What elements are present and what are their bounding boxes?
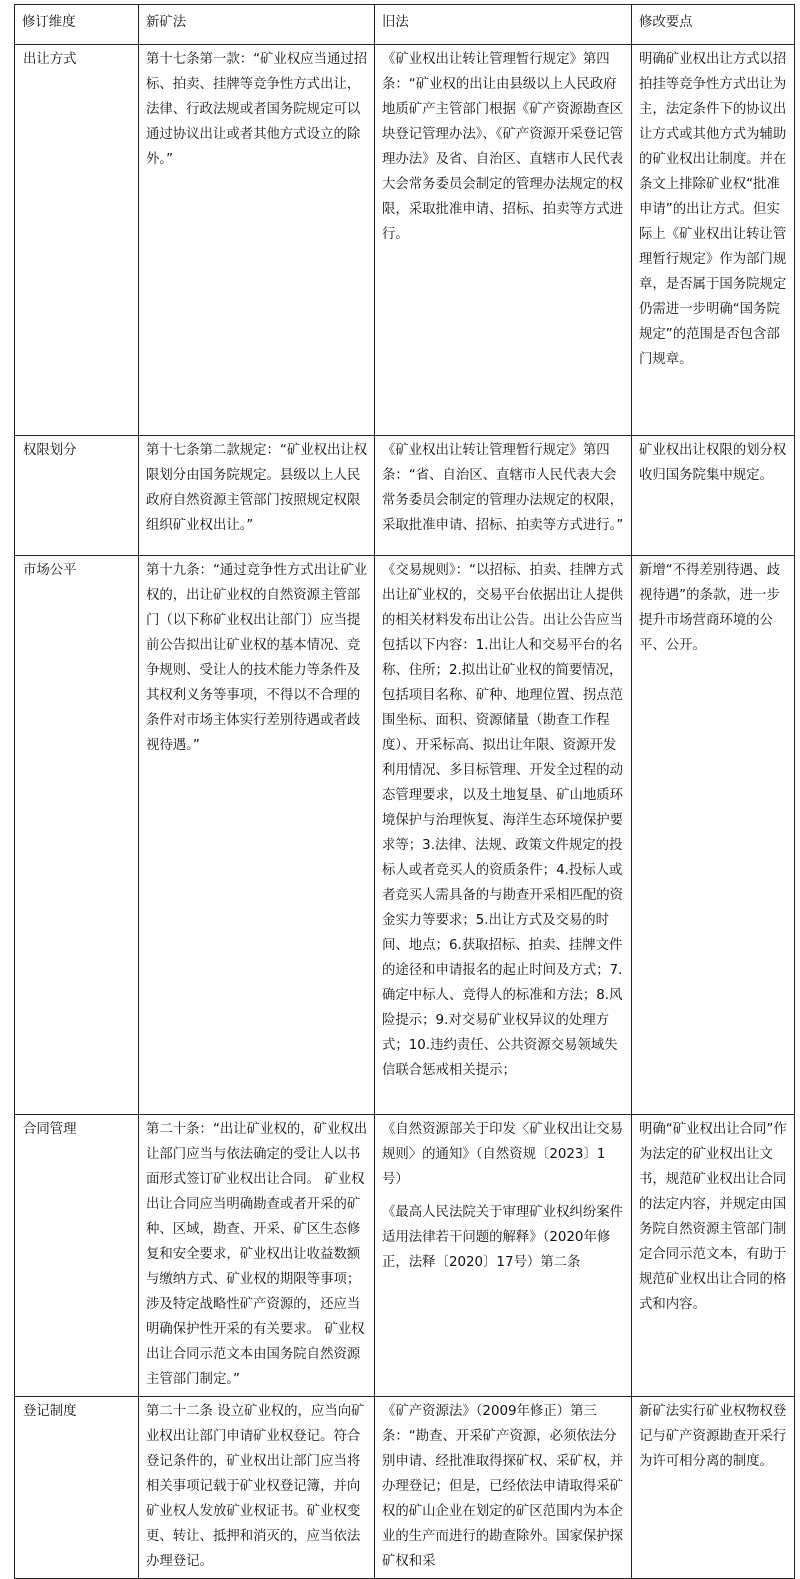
- key-points-cell: [632, 1115, 795, 1397]
- new-law-cell: [139, 436, 375, 556]
- cell-paragraph: 矿业权出让权限的划分权收归国务院集中规定。: [639, 443, 787, 483]
- cell-paragraph: 《交易规则》：“以招标、拍卖、挂牌方式出让矿业权的，交易平台依据出让人提供的相关材料发布出让公告。出让公告应当包括以下内容：1.出让人和交易平台的名称、住所；2.拟出让矿业权的简要情况，包括项目名称、矿种、地理位置、拐点范围坐标、面积、资源储量（勘查工作程度）、开采标高、拟出让年限、资源开发利用情况、多目标管理、开发全过程的动态管理要求，以及土地复垦、矿山地质环境保护与治理恢复、海洋生态环境保护要求等；3.法律、法规、政策文件规定的投标人或者竞买人的资质条件；4.投标人或者竞买人需具备的与勘查开采相匹配的资金实力等要求；5.出让方式及交易的时间、地点；6.获取招标、拍卖、挂牌文件的途径和申请报名的起止时间及方式；7.确定中标人、竞得人的标准和方法；8.风险提示；9.对交易矿业权异议的处理方式；10.违约责任、公共资源交易领域失信联合惩戒相关提示；: [382, 563, 624, 1078]
- table-row: [15, 556, 795, 1115]
- table-row: [15, 1115, 795, 1397]
- cell-paragraph: 《矿产资源法》（2009年修正）第三条：“勘查、开采矿产资源，必须依法分别申请、经批准取得探矿权、采矿权，并办理登记；但是，已经依法申请取得采矿权的矿山企业在划定的矿区范围内为本企业的生产而进行的勘查除外。国家保护探矿权和采: [382, 1404, 624, 1569]
- cell-paragraph: 新矿法实行矿业权物权登记与矿产资源勘查开采行为许可相分离的制度。: [639, 1404, 787, 1469]
- table-row: [15, 1397, 795, 1579]
- old-law-cell: [375, 556, 632, 1115]
- cell-paragraph: 第二十条：“出让矿业权的，矿业权出让部门应当与依法确定的受让人以书面形式签订矿业权出让合同。 矿业权出让合同应当明确勘查或者开采的矿种、区域，勘查、开采、矿区生态修复和安全要求，矿业权出让收益数额与缴纳方式、矿业权的期限等事项；涉及特定战略性矿产资源的，还应当明确保护性开采的有关要求。 矿业权出让合同示范文本由国务院自然资源主管部门制定。”: [146, 1122, 368, 1387]
- table-header-row: [15, 5, 795, 45]
- key-points-cell: [632, 556, 795, 1115]
- dimension-cell: 登记制度: [15, 1397, 139, 1579]
- new-law-cell: [139, 45, 375, 436]
- law-revision-table: [14, 4, 795, 1579]
- dimension-cell: 权限划分: [15, 436, 139, 556]
- new-law-cell: [139, 556, 375, 1115]
- table-row: [15, 436, 795, 556]
- cell-paragraph: 新增“不得差别待遇、歧视待遇”的条款，进一步提升市场营商环境的公平、公开。: [639, 563, 780, 653]
- key-points-cell: [632, 45, 795, 436]
- cell-paragraph: 第十七条第二款规定：“矿业权出让权限划分由国务院规定。县级以上人民政府自然资源主管部门按照规定权限组织矿业权出让。”: [146, 443, 368, 533]
- cell-paragraph: 《矿业权出让转让管理暂行规定》第四条：“省、自治区、直辖市人民代表大会常务委员会制定的管理办法规定的权限，采取批准申请、招标、拍卖等方式进行。”: [382, 443, 624, 533]
- dimension-cell: 出让方式: [15, 45, 139, 436]
- header-dimension: 修订维度: [15, 5, 139, 45]
- cell-paragraph: 《矿业权出让转让管理暂行规定》第四条：“矿业权的出让由县级以上人民政府地质矿产主管部门根据《矿产资源勘查区块登记管理办法》、《矿产资源开采登记管理办法》及省、自治区、直辖市人民代表大会常务委员会制定的管理办法规定的权限，采取批准申请、招标、拍卖等方式进行。: [382, 52, 624, 242]
- cell-paragraph: 第二十二条 设立矿业权的，应当向矿业权出让部门申请矿业权登记。符合登记条件的，矿业权出让部门应当将相关事项记载于矿业权登记簿，并向矿业权人发放矿业权证书。矿业权变更、转让、抵押和消灭的，应当依法办理登记。: [146, 1404, 365, 1569]
- old-law-cell: [375, 45, 632, 436]
- key-points-cell: [632, 1397, 795, 1579]
- cell-paragraph: 《自然资源部关于印发〈矿业权出让交易规则〉的通知》（自然资规〔2023〕1号）: [382, 1122, 624, 1187]
- cell-paragraph: 第十七条第一款：“矿业权应当通过招标、拍卖、挂牌等竞争性方式出让，法律、行政法规或者国务院规定可以通过协议出让或者其他方式设立的除外。”: [146, 52, 368, 167]
- cell-paragraph: 明确矿业权出让方式以招拍挂等竞争性方式出让为主，法定条件下的协议出让方式或其他方式为辅助的矿业权出让制度。并在条文上排除矿业权“批准申请”的出让方式。但实际上《矿业权出让转让管理暂行规定》作为部门规章，是否属于国务院规定仍需进一步明确“国务院规定”的范围是否包含部门规章。: [639, 52, 787, 367]
- old-law-cell: [375, 1397, 632, 1579]
- header-key-points: 修改要点: [632, 5, 795, 45]
- header-old-law: 旧法: [375, 5, 632, 45]
- table-row: [15, 45, 795, 436]
- dimension-cell: 合同管理: [15, 1115, 139, 1397]
- header-new-law: 新矿法: [139, 5, 375, 45]
- key-points-cell: [632, 436, 795, 556]
- cell-paragraph: 《最高人民法院关于审理矿业权纠纷案件适用法律若干问题的解释》（2020年修正，法释〔2020〕17号）第二条: [382, 1205, 624, 1270]
- cell-paragraph: 明确“矿业权出让合同”作为法定的矿业权出让文书，规范矿业权出让合同的法定内容，并规定由国务院自然资源主管部门制定合同示范文本，有助于规范矿业权出让合同的格式和内容。: [639, 1122, 787, 1312]
- new-law-cell: [139, 1397, 375, 1579]
- new-law-cell: [139, 1115, 375, 1397]
- old-law-cell: [375, 1115, 632, 1397]
- old-law-cell: [375, 436, 632, 556]
- cell-paragraph: 第十九条：“通过竞争性方式出让矿业权的，出让矿业权的自然资源主管部门（以下称矿业权出让部门）应当提前公告拟出让矿业权的基本情况、竞争规则、受让人的技术能力等条件及其权利义务等事项，不得以不合理的条件对市场主体实行差别待遇或者歧视待遇。”: [146, 563, 368, 753]
- dimension-cell: 市场公平: [15, 556, 139, 1115]
